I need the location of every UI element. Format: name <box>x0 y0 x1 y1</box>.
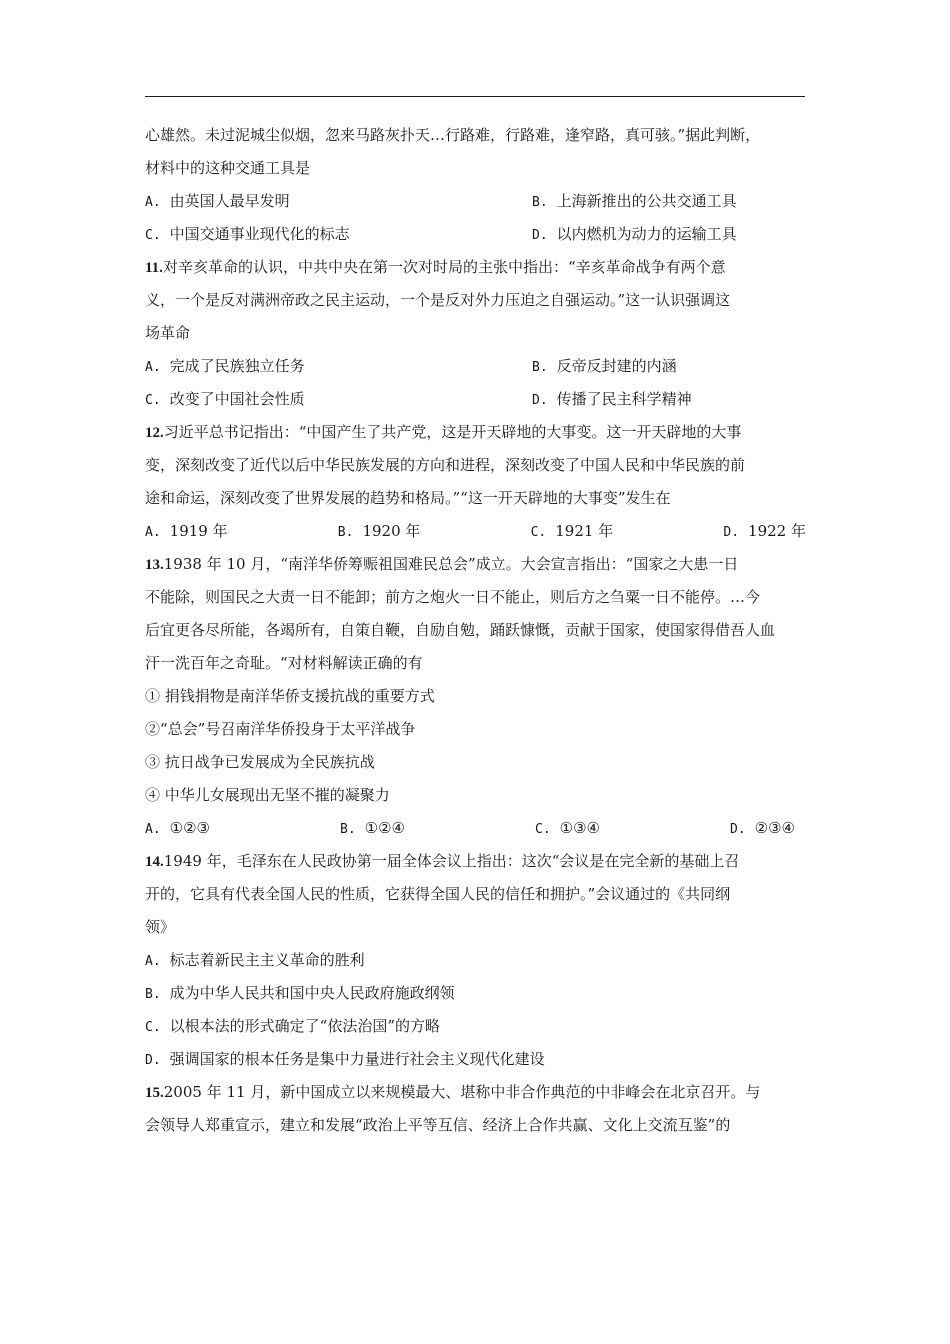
q10-line-1: 心雄然。未过泥城尘似烟，忽来马路灰扑天…行路难，行路难，逢窄路，真可骇。”据此判断， <box>145 126 761 144</box>
q13-option-a[interactable]: A. ①②③ <box>145 819 210 837</box>
q14-stem-line-2: 开的，它具有代表全国人民的性质，它获得全国人民的信任和拥护。”会议通过的《共同纲 <box>145 885 731 903</box>
q12-option-b[interactable]: B. 1920 年 <box>337 522 421 540</box>
q15-stem-line-1: 15.2005 年 11 月，新中国成立以来规模最大、堪称中非合作典范的中非峰会在北京召开。与 <box>145 1083 761 1101</box>
exam-page <box>145 119 806 1142</box>
q10-option-b[interactable]: B. 上海新推出的公共交通工具 <box>532 192 737 210</box>
q14-option-b[interactable]: B. 成为中华人民共和国中央人民政府施政纲领 <box>145 984 455 1002</box>
q13-number: 13. <box>145 557 164 573</box>
q10-option-d[interactable]: D. 以内燃机为动力的运输工具 <box>532 225 737 243</box>
q13-option-d[interactable]: D. ②③④ <box>730 819 795 837</box>
q13-stem-line-4: 汗一洗百年之奇耻。“对材料解读正确的有 <box>145 654 423 672</box>
q10-line-2: 材料中的这种交通工具是 <box>145 159 311 177</box>
q10-option-c[interactable]: C. 中国交通事业现代化的标志 <box>145 225 350 243</box>
q10-options-row-2 <box>145 218 806 251</box>
q10-option-a[interactable]: A. 由英国人最早发明 <box>145 192 290 210</box>
q12-option-d[interactable]: D. 1922 年 <box>723 522 806 540</box>
q12-option-c[interactable]: C. 1921 年 <box>530 522 614 540</box>
q11-option-a[interactable]: A. 完成了民族独立任务 <box>145 357 305 375</box>
q13-item-1: ① 捐钱捐物是南洋华侨支援抗战的重要方式 <box>145 687 435 705</box>
q13-options-row <box>145 812 806 845</box>
q12-stem-line-3: 途和命运，深刻改变了世界发展的趋势和格局。”“这一开天辟地的大事变”发生在 <box>145 489 671 507</box>
q11-stem-line-3: 场革命 <box>145 324 191 342</box>
q11-options-row-2 <box>145 383 806 416</box>
q13-option-c[interactable]: C. ①③④ <box>535 819 600 837</box>
q12-stem-line-1: 12.习近平总书记指出：“中国产生了共产党，这是开天辟地的大事变。这一开天辟地的大事 <box>145 423 742 441</box>
q15-number: 15. <box>145 1085 164 1101</box>
q12-number: 12. <box>145 425 164 441</box>
q14-option-a[interactable]: A. 标志着新民主主义革命的胜利 <box>145 951 365 969</box>
q13-stem-line-3: 后宜更各尽所能，各竭所有，自策自鞭，自励自勉，踊跃慷慨，贡献于国家，使国家得借吾人血 <box>145 621 776 639</box>
q13-item-3: ③ 抗日战争已发展成为全民族抗战 <box>145 753 375 771</box>
q14-number: 14. <box>145 854 164 870</box>
q14-stem-line-1: 14.1949 年，毛泽东在人民政协第一届全体会议上指出：这次“会议是在完全新的基础上召 <box>145 852 740 870</box>
q13-option-b[interactable]: B. ①②④ <box>340 819 405 837</box>
q10-options-row-1 <box>145 185 806 218</box>
q15-stem-line-2: 会领导人郑重宣示，建立和发展“政治上平等互信、经济上合作共赢、文化上交流互鉴”的 <box>145 1116 731 1134</box>
q14-option-d[interactable]: D. 强调国家的根本任务是集中力量进行社会主义现代化建设 <box>145 1050 545 1068</box>
q12-options-row <box>145 515 806 548</box>
header-rule <box>145 96 805 97</box>
q13-item-4: ④ 中华儿女展现出无坚不摧的凝聚力 <box>145 786 390 804</box>
q13-item-2: ②“总会”号召南洋华侨投身于太平洋战争 <box>145 720 416 738</box>
q14-stem-line-3: 领》 <box>145 918 176 936</box>
q13-stem-line-1: 13.1938 年 10 月，“南洋华侨筹赈祖国难民总会”成立。大会宣言指出：“国家之大患一日 <box>145 555 739 573</box>
q11-option-c[interactable]: C. 改变了中国社会性质 <box>145 390 305 408</box>
q11-options-row-1 <box>145 350 806 383</box>
q12-option-a[interactable]: A. 1919 年 <box>145 522 228 540</box>
q11-option-d[interactable]: D. 传播了民主科学精神 <box>532 390 692 408</box>
q11-number: 11. <box>145 260 163 276</box>
q11-stem-line-2: 义，一个是反对满洲帝政之民主运动，一个是反对外力压迫之自强运动。”这一认识强调这 <box>145 291 731 309</box>
q13-stem-line-2: 不能除，则国民之大责一日不能卸；前方之炮火一日不能止，则后方之刍粟一日不能停。…今 <box>145 588 761 606</box>
q12-stem-line-2: 变，深刻改变了近代以后中华民族发展的方向和进程，深刻改变了中国人民和中华民族的前 <box>145 456 746 474</box>
q11-option-b[interactable]: B. 反帝反封建的内涵 <box>532 357 677 375</box>
q14-option-c[interactable]: C. 以根本法的形式确定了“依法治国”的方略 <box>145 1017 440 1035</box>
q11-stem-line-1: 11.对辛亥革命的认识，中共中央在第一次对时局的主张中指出：“辛亥革命战争有两个意 <box>145 258 726 276</box>
